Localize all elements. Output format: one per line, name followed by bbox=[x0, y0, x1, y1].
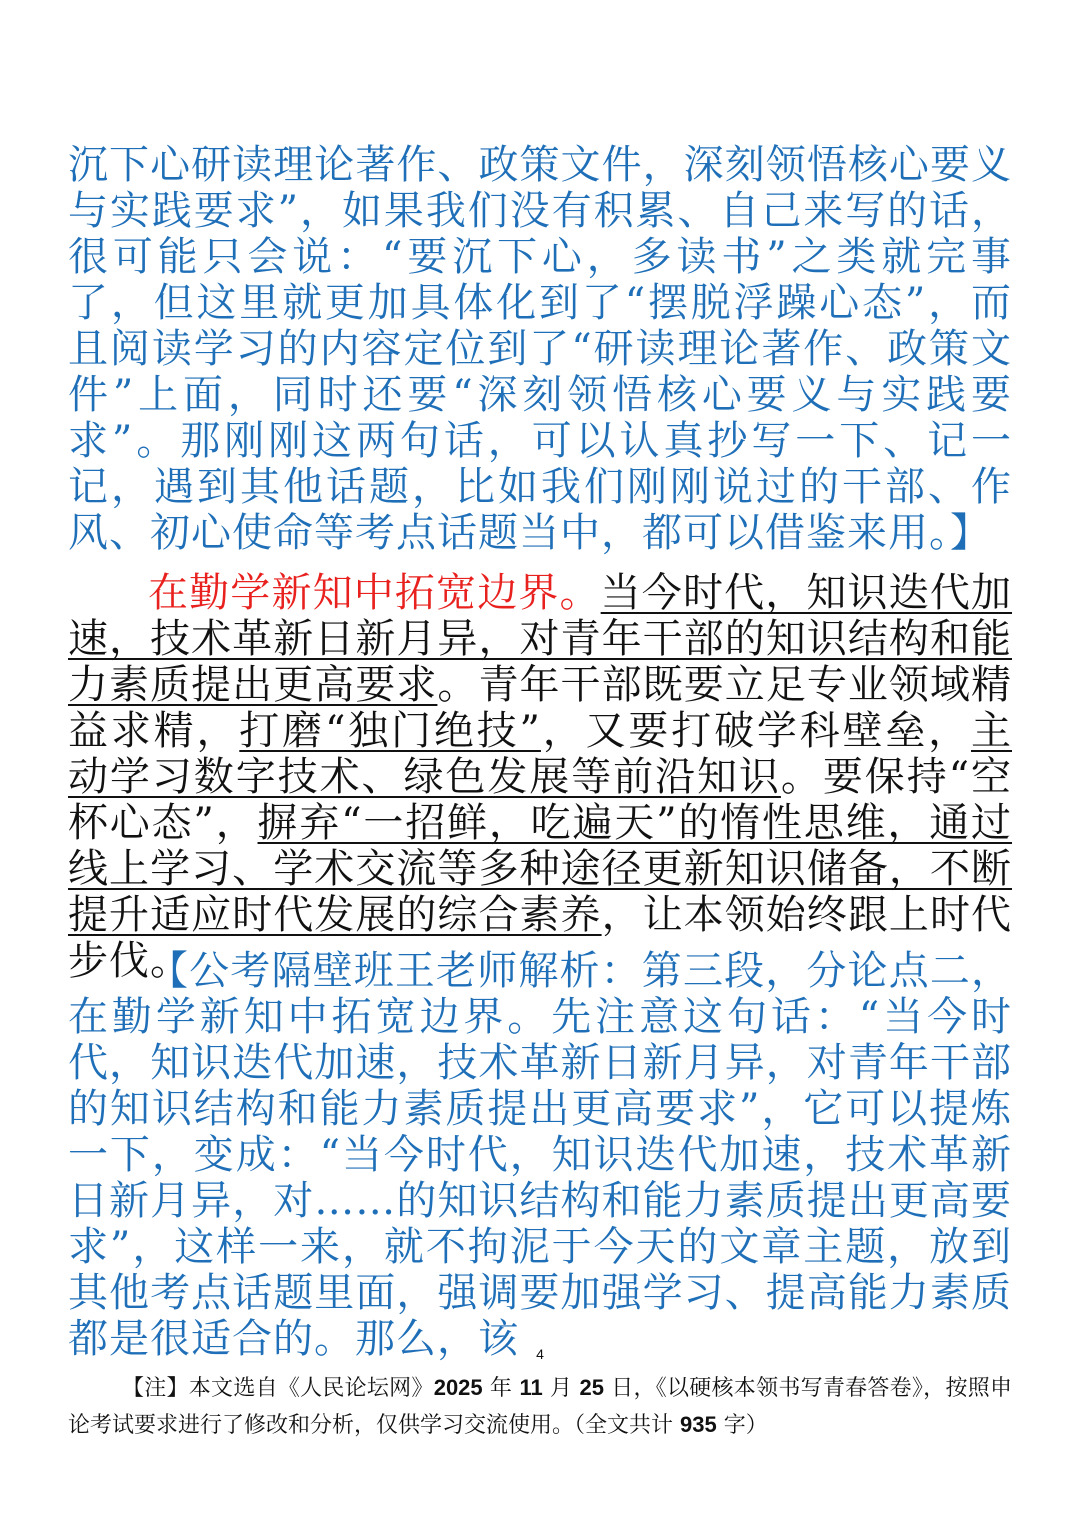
footnote-day: 25 bbox=[579, 1375, 604, 1400]
underlined-sentence: 当今时代，知识迭代加速，技术革新日新月异，对青年干部的知识结构和能力素质提出更高要求 bbox=[68, 570, 1013, 708]
sentence: 。要保持“空杯心态”， bbox=[68, 754, 1013, 846]
footnote-month: 11 bbox=[519, 1375, 543, 1400]
footnote-text: 【注】本文选自《人民论坛网》 bbox=[122, 1376, 434, 1401]
underlined-sentence: 打磨“独门绝技” bbox=[239, 708, 541, 754]
underlined-sentence: 主动学习数字技术、绿色发展等前沿知识 bbox=[68, 708, 1012, 800]
footnote bbox=[68, 1370, 1012, 1444]
page-number: 4 bbox=[536, 1346, 544, 1362]
sentence: ，让本领始终跟上时代步伐。 bbox=[68, 892, 1013, 984]
section-heading: 在勤学新知中拓宽边界。 bbox=[148, 570, 601, 616]
footnote-word-count: 935 bbox=[680, 1412, 717, 1437]
essay-paragraph bbox=[68, 570, 1012, 984]
sentence: 。青年干部既要立足专业领域精益求精， bbox=[68, 662, 1013, 754]
footnote-year: 2025 bbox=[433, 1375, 483, 1400]
analysis-text: 【公考隔壁班王老师解析：第三段，分论点二，在勤学新知中拓宽边界。先注意这句话：“当今时代，知识迭代加速，技术革新日新月异，对青年干部的知识结构和能力素质提出更高要求”，它可以提炼一下，变成：“当今时代，知识迭代加速，技术革新日新月异，对……的知识结构和能力素质提出更高要求”，这样一来，就不拘泥于今天的文章主题，放到其他考点话题里面，强调要加强学习、提高能力素质都是很适合的。那么，该 bbox=[68, 948, 1012, 1362]
sentence: ，又要打破学科壁垒， bbox=[540, 708, 971, 754]
analysis-text: 沉下心研读理论著作、政策文件，深刻领悟核心要义与实践要求”，如果我们没有积累、自己来写的话，很可能只会说：“要沉下心，多读书”之类就完事了，但这里就更加具体化到了“摆脱浮躁心态”，而且阅读学习的内容定位到了“研读理论著作、政策文件”上面，同时还要“深刻领悟核心要义与实践要求”。那刚刚这两句话，可以认真抄写一下、记一记，遇到其他话题，比如我们刚刚说过的干部、作风、初心使命等考点话题当中，都可以借鉴来用。】 bbox=[68, 142, 1012, 556]
analysis-paragraph bbox=[68, 948, 1012, 1362]
underlined-sentence: 摒弃“一招鲜，吃遍天”的惰性思维，通过线上学习、学术交流等多种途径更新知识储备，不断提升适应时代发展的综合素养 bbox=[68, 800, 1013, 938]
analysis-paragraph-continued bbox=[68, 142, 1012, 556]
footnote-text: 月 bbox=[542, 1376, 580, 1401]
footnote-text: 日，《以硬核本领书写青春答卷》，按照申论考试要求进行了修改和分析，仅供学习交流使用。（全文共计 bbox=[68, 1376, 1012, 1438]
footnote-text: 字） bbox=[716, 1413, 768, 1438]
footnote-text: 年 bbox=[482, 1376, 520, 1401]
